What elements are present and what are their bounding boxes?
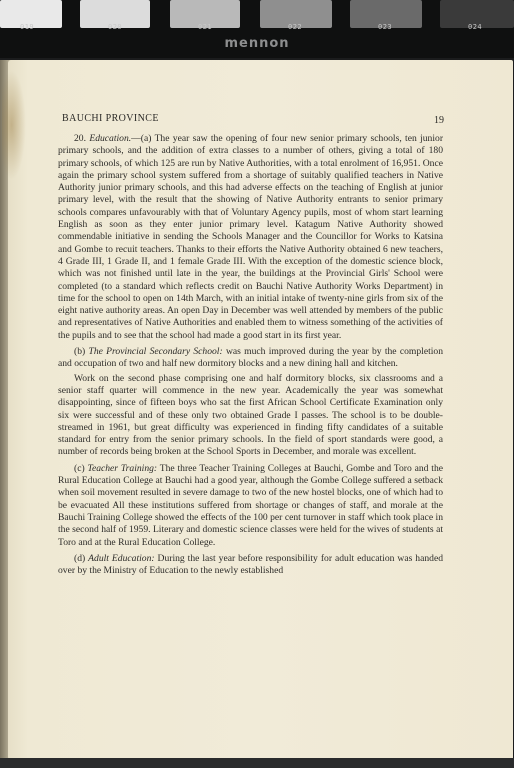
section-heading: The Provincial Secondary School: <box>88 346 223 358</box>
paragraph-education <box>58 133 443 342</box>
film-strip <box>0 0 514 58</box>
paper-stain <box>2 70 26 180</box>
document-body <box>58 133 443 581</box>
section-heading: Adult Education: <box>88 552 155 564</box>
scanner-brand-logo: mennon <box>224 36 290 51</box>
paragraph-number: (c) <box>74 462 88 474</box>
paragraph-text: The three Teacher Training Colleges at Bauchi, Gombe and Toro and the Rural Education College at Bauchi had a good year, although the Gombe College suffered a setback when soil movement resulted in severe damage to two of the new hostel blocks, one of which had to be evacuated All these institutions suffered from shortage or changes of staff, and morale at the Bauchi Training College showed the effects of the 100 per cent turnover in staff which took place in the second half of 1959. Literary and domestic science classes were held for the wives of students at Toro and at the Rural Education College. <box>58 462 444 548</box>
frame-label: 022 <box>288 23 303 31</box>
frame-label: 024 <box>468 23 483 31</box>
paragraph-text: During the last year before responsibility for adult education was handed over by the Ministry of Education to the newly established <box>58 552 443 577</box>
section-heading: Teacher Training: <box>87 462 158 474</box>
paragraph-text: Work on the second phase comprising one and half dormitory blocks, six classrooms and a senior staff quarter will commence in the new year. Academically the year was somewhat disappointing, since of fifteen boys who sat the first African School Certificate Examination only six were successful and of these only two obtained Grade I passes. The school is to be double-streamed in 1961, but great difficulty was experienced in finding fifty candidates of a suitable standard for entry from the senior primary schools. In the field of sport standards were good, a number of records being broken at the School Sports in December, and morale was excellent. <box>58 372 443 458</box>
paragraph-adult-education <box>58 553 443 578</box>
paragraph-second-phase <box>58 373 443 459</box>
paragraph-text: was much improved during the year by the completion and occupation of two and half new dormitory blocks and a new dining hall and kitchen. <box>58 346 443 370</box>
paragraph-number: (d) <box>74 552 89 564</box>
paragraph-text: —(a) The year saw the opening of four new senior primary schools, ten junior primary schools, and the addition of extra classes to a number of others, giving a total of 180 primary schools, of which 125 are run by Native Authorities, with a total enrolment of 16,951. Once again the primary school system suffered from a shortage of suitably qualified teachers in Native Authority junior primary schools, and this had adverse effects on the teaching of English at junior primary level, with the result that the showing of Native Authority entrants to senior primary schools compares unfavourably with that of Voluntary Agency pupils, most of whom start learning English as soon as they enter junior primary level. Katagum Native Authority showed commendable initiative in sending the Schools Manager and the Councillor for Works to Katsina and Gombe to recuit teachers. Thanks to their efforts the Native Authority obtained 6 new teachers, 4 Grade III, 1 Grade II, and 1 female Grade III. With the exception of the domestic science block, which was not finished until late in the year, the buildings at the Provincial Girls' School were completed (to a standard which reflects credit on Bauchi Native Authority Works Department) in time for the school to open on 14th March, with an initial intake of twenty-nine girls from six of the eight native authority areas. An open Day in December was well attended by members of the public and representatives of Native Authorities and enabled them to witness something of the activities of the pupils and to see that the school had made a good start in its first year. <box>58 133 444 341</box>
section-heading: Education. <box>89 133 132 144</box>
paragraph-provincial-secondary <box>58 346 443 371</box>
paragraph-teacher-training <box>58 463 443 549</box>
header-title: BAUCHI PROVINCE <box>62 113 159 124</box>
frame-label: 023 <box>378 23 393 31</box>
scanner-bed <box>0 758 514 768</box>
frame-label: 021 <box>198 23 213 31</box>
frame-label: 020 <box>108 23 123 31</box>
page-number: 19 <box>434 115 444 126</box>
paragraph-number: (b) <box>74 346 89 358</box>
paragraph-number: 20. <box>74 133 90 144</box>
frame-label: 019 <box>20 23 35 31</box>
